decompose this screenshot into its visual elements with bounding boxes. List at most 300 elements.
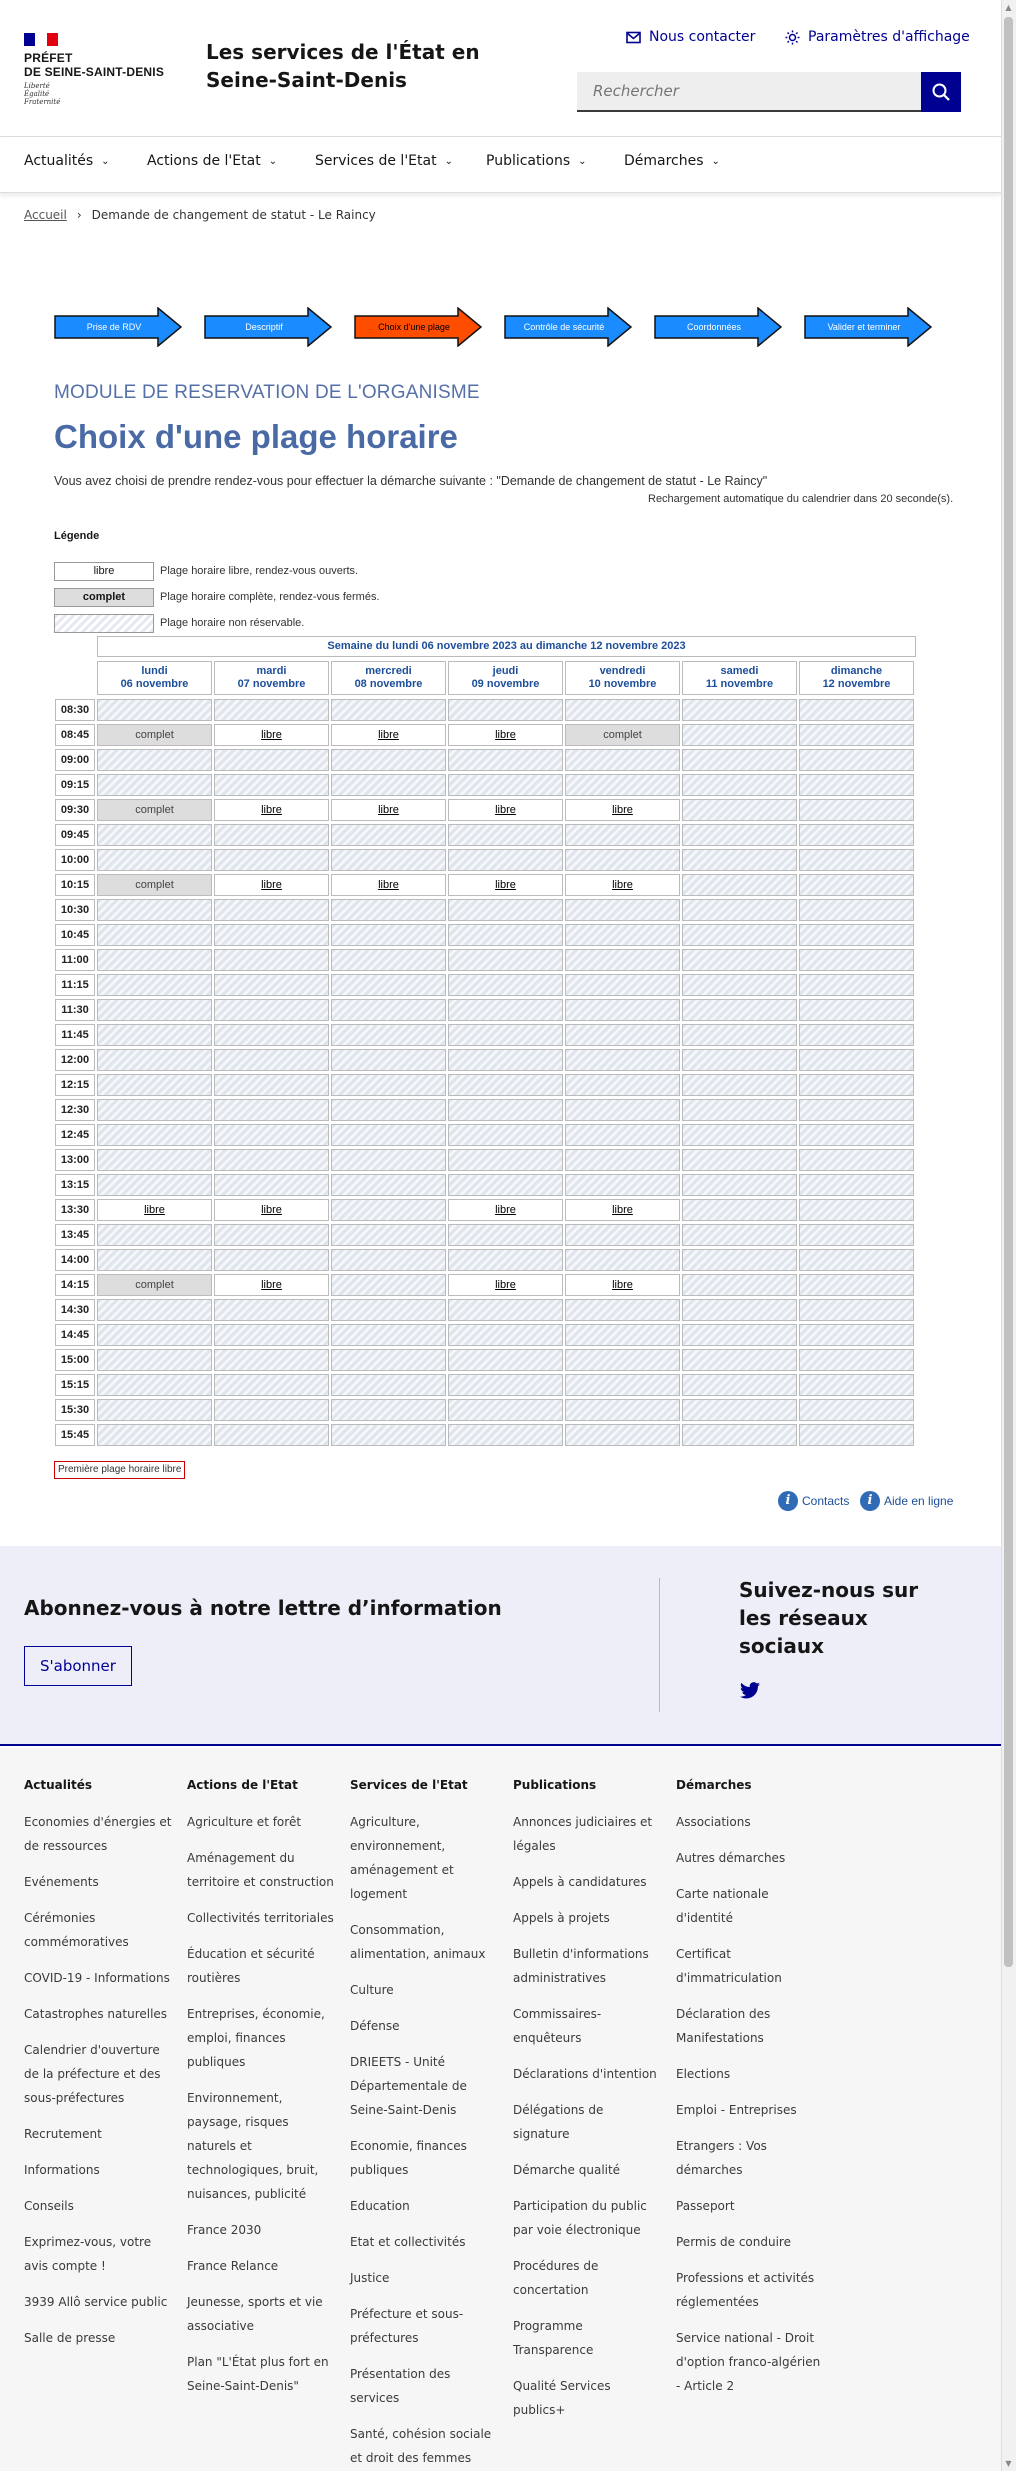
help-label: Aide en ligne	[884, 1494, 954, 1508]
footer-link[interactable]: Economies d'énergies et de ressources	[24, 1815, 172, 1853]
day-header: lundi 06 novembre	[97, 661, 212, 695]
slot-unavailable	[682, 1024, 797, 1046]
slot-unavailable	[682, 1324, 797, 1346]
social-title: Suivez-nous sur les réseaux sociaux	[739, 1578, 919, 1658]
slot-unavailable	[214, 1224, 329, 1246]
time-label: 10:45	[55, 924, 95, 946]
day-header: mardi 07 novembre	[214, 661, 329, 695]
slot-unavailable	[682, 699, 797, 721]
time-label: 08:30	[55, 699, 95, 721]
slot-unavailable	[682, 1249, 797, 1271]
slot-free[interactable]: libre	[565, 799, 680, 821]
slot-unavailable	[214, 774, 329, 796]
flag-icon	[24, 33, 58, 46]
slot-unavailable	[682, 774, 797, 796]
footer-link[interactable]: Catastrophes naturelles	[24, 2007, 168, 2021]
slot-unavailable	[214, 1374, 329, 1396]
slot-unavailable	[799, 849, 914, 871]
slot-unavailable	[97, 924, 212, 946]
slot-unavailable	[448, 1224, 563, 1246]
footer-link[interactable]: Cérémonies commémoratives	[24, 1911, 129, 1949]
slot-unavailable	[97, 999, 212, 1021]
footer-link[interactable]: Santé, cohésion sociale et droit des femmes	[350, 2427, 492, 2465]
breadcrumb-home[interactable]: Accueil	[24, 208, 67, 222]
module-title: MODULE DE RESERVATION DE L'ORGANISME	[54, 382, 480, 403]
footer-link[interactable]: Collectivités territoriales	[187, 1911, 334, 1925]
footer-link[interactable]: Délégations de signature	[513, 2103, 604, 2141]
slot-unavailable	[565, 849, 680, 871]
slot-unavailable	[448, 1149, 563, 1171]
slot-full: complet	[97, 874, 212, 896]
breadcrumb-current: Demande de changement de statut - Le Raincy	[91, 208, 376, 222]
footer-link[interactable]: Conseils	[24, 2199, 74, 2213]
slot-unavailable	[799, 1099, 914, 1121]
slot-unavailable	[682, 1299, 797, 1321]
footer-link[interactable]: Culture	[350, 1983, 394, 1997]
subscribe-button[interactable]: S'abonner	[24, 1646, 132, 1686]
slot-unavailable	[448, 949, 563, 971]
slot-free[interactable]: libre	[331, 799, 446, 821]
slot-unavailable	[331, 1299, 446, 1321]
slot-unavailable	[682, 1274, 797, 1296]
slot-unavailable	[682, 1149, 797, 1171]
time-label: 15:00	[55, 1349, 95, 1371]
slot-full: complet	[97, 1274, 212, 1296]
time-label: 09:15	[55, 774, 95, 796]
time-label: 09:30	[55, 799, 95, 821]
site-title[interactable]: Les services de l'État en Seine-Saint-Denis	[206, 40, 480, 92]
nav-item-actions[interactable]	[147, 153, 277, 169]
slot-unavailable	[331, 1174, 446, 1196]
footer-link[interactable]: Exprimez-vous, votre avis compte !	[24, 2235, 152, 2273]
slot-unavailable	[448, 1099, 563, 1121]
slot-unavailable	[214, 974, 329, 996]
slot-unavailable	[448, 1124, 563, 1146]
footer-link[interactable]: Justice	[350, 2271, 390, 2285]
footer-link[interactable]: Professions et activités réglementées	[676, 2271, 815, 2309]
slot-unavailable	[682, 999, 797, 1021]
slot-unavailable	[448, 1024, 563, 1046]
slot-unavailable	[448, 824, 563, 846]
footer-column	[350, 1778, 500, 2471]
slot-unavailable	[331, 1074, 446, 1096]
legend-desc-na: Plage horaire non réservable.	[160, 617, 305, 629]
scroll-thumb[interactable]	[1004, 17, 1013, 1967]
footer-link[interactable]: Programme Transparence	[513, 2319, 594, 2357]
footer-link[interactable]: Carte nationale d'identité	[676, 1887, 769, 1925]
time-label: 08:45	[55, 724, 95, 746]
step-6	[804, 307, 932, 347]
time-label: 13:30	[55, 1199, 95, 1221]
first-free-slot-button[interactable]: Première plage horaire libre	[54, 1461, 185, 1479]
slot-unavailable	[97, 1324, 212, 1346]
slot-unavailable	[799, 1149, 914, 1171]
footer-link[interactable]: Consommation, alimentation, animaux	[350, 1923, 486, 1961]
nav-item-demarches[interactable]	[624, 153, 720, 169]
footer-link[interactable]: Etat et collectivités	[350, 2235, 466, 2249]
slot-unavailable	[448, 999, 563, 1021]
slot-unavailable	[331, 1249, 446, 1271]
slot-unavailable	[799, 824, 914, 846]
contacts-link[interactable]	[778, 1491, 849, 1511]
slot-unavailable	[565, 1424, 680, 1446]
footer-link[interactable]: Salle de presse	[24, 2331, 116, 2345]
slot-unavailable	[682, 849, 797, 871]
slot-unavailable	[97, 824, 212, 846]
time-label: 13:15	[55, 1174, 95, 1196]
slot-unavailable	[448, 699, 563, 721]
slot-unavailable	[97, 749, 212, 771]
slot-unavailable	[331, 1324, 446, 1346]
slot-free[interactable]: libre	[448, 1274, 563, 1296]
slot-unavailable	[97, 974, 212, 996]
slot-unavailable	[565, 1249, 680, 1271]
footer-link[interactable]: Entreprises, économie, emploi, finances publiques	[187, 2007, 325, 2069]
info-icon: i	[778, 1491, 798, 1511]
day-header: vendredi 10 novembre	[565, 661, 680, 695]
slot-unavailable	[799, 1424, 914, 1446]
slot-unavailable	[565, 1074, 680, 1096]
slot-unavailable	[214, 1174, 329, 1196]
slot-unavailable	[448, 924, 563, 946]
nav-item-publications[interactable]	[486, 153, 587, 169]
slot-unavailable	[331, 924, 446, 946]
legend-row-full	[54, 587, 380, 607]
slot-unavailable	[331, 1424, 446, 1446]
online-help-link[interactable]	[860, 1491, 953, 1511]
footer-link[interactable]: Annonces judiciaires et légales	[513, 1815, 653, 1853]
footer-link[interactable]: Education	[350, 2199, 410, 2213]
footer-link[interactable]: France Relance	[187, 2259, 279, 2273]
footer-column	[676, 1778, 826, 2410]
footer-link[interactable]: Certificat d'immatriculation	[676, 1947, 782, 1985]
footer-link[interactable]: Déclarations d'intention	[513, 2067, 657, 2081]
slot-unavailable	[565, 949, 680, 971]
slot-free[interactable]: libre	[565, 874, 680, 896]
slot-unavailable	[214, 1024, 329, 1046]
slot-unavailable	[682, 1199, 797, 1221]
slot-unavailable	[682, 1099, 797, 1121]
legend-title: Légende	[54, 530, 100, 542]
slot-unavailable	[682, 1124, 797, 1146]
slot-unavailable	[565, 1124, 680, 1146]
footer-link[interactable]: Elections	[676, 2067, 731, 2081]
footer-link[interactable]: Procédures de concertation	[513, 2259, 599, 2297]
slot-free[interactable]: libre	[214, 874, 329, 896]
search-input[interactable]	[577, 72, 921, 112]
twitter-icon[interactable]	[740, 1682, 760, 1703]
slot-unavailable	[214, 1299, 329, 1321]
nav-label: Actualités	[24, 153, 94, 169]
page-title: Choix d'une plage horaire	[54, 418, 458, 455]
prefet-logo[interactable]	[24, 33, 174, 106]
slot-unavailable	[448, 899, 563, 921]
time-label: 12:30	[55, 1099, 95, 1121]
slot-unavailable	[565, 824, 680, 846]
slot-unavailable	[682, 1349, 797, 1371]
slot-unavailable	[448, 1174, 563, 1196]
time-label: 14:00	[55, 1249, 95, 1271]
info-icon: i	[860, 1491, 880, 1511]
slot-unavailable	[565, 899, 680, 921]
footer-link[interactable]: Éducation et sécurité routières	[187, 1947, 315, 1985]
footer-link[interactable]: Appels à candidatures	[513, 1875, 647, 1889]
footer-link[interactable]: Agriculture et forêt	[187, 1815, 302, 1829]
reload-text: Rechargement automatique du calendrier dans 20 seconde(s).	[648, 493, 954, 505]
footer-column-title: Services de l'Etat	[350, 1778, 468, 1792]
footer-column	[24, 1778, 174, 2362]
time-label: 10:00	[55, 849, 95, 871]
step-1	[54, 307, 182, 347]
footer-link[interactable]: Environnement, paysage, risques naturels et technologiques, bruit, nuisances, publicité	[187, 2091, 319, 2201]
slot-unavailable	[682, 1074, 797, 1096]
slot-unavailable	[331, 1099, 446, 1121]
slot-full: complet	[97, 724, 212, 746]
slot-unavailable	[448, 974, 563, 996]
step-5	[654, 307, 782, 372]
chevron-down-icon: ⌄	[444, 155, 453, 167]
site-footer	[0, 1748, 1001, 2471]
slot-unavailable	[565, 1374, 680, 1396]
slot-unavailable	[331, 1199, 446, 1221]
footer-link[interactable]: Agriculture, environnement, aménagement et logement	[350, 1815, 454, 1901]
step-label: Valider et terminer	[827, 322, 901, 332]
slot-unavailable	[565, 1024, 680, 1046]
slot-free[interactable]: libre	[214, 724, 329, 746]
slot-unavailable	[97, 1099, 212, 1121]
slot-unavailable	[565, 1324, 680, 1346]
slot-unavailable	[331, 1124, 446, 1146]
logo-motto: Liberté Égalité Fraternité	[24, 82, 61, 106]
slot-unavailable	[682, 1374, 797, 1396]
sun-icon	[785, 30, 800, 45]
slot-free[interactable]: libre	[448, 874, 563, 896]
slot-unavailable	[97, 1424, 212, 1446]
slot-full: complet	[565, 724, 680, 746]
time-label: 13:00	[55, 1149, 95, 1171]
slot-unavailable	[214, 1324, 329, 1346]
footer-link[interactable]: Informations	[24, 2163, 100, 2177]
footer-link[interactable]: Qualité Services publics+	[513, 2379, 611, 2417]
slot-unavailable	[565, 1174, 680, 1196]
time-label: 09:00	[55, 749, 95, 771]
slot-unavailable	[565, 774, 680, 796]
slot-unavailable	[565, 1349, 680, 1371]
footer-link[interactable]: Défense	[350, 2019, 400, 2033]
slot-unavailable	[448, 774, 563, 796]
footer-link[interactable]: Bulletin d'informations administratives	[513, 1947, 649, 1985]
time-label: 10:15	[55, 874, 95, 896]
slot-unavailable	[799, 999, 914, 1021]
slot-unavailable	[682, 749, 797, 771]
scroll-down-arrow[interactable]: ▼	[1005, 2459, 1012, 2468]
footer-link[interactable]: Plan "L'État plus fort en Seine-Saint-Denis"	[187, 2355, 329, 2393]
nav-label: Actions de l'Etat	[147, 153, 261, 169]
slot-unavailable	[331, 1049, 446, 1071]
slot-unavailable	[799, 1049, 914, 1071]
slot-unavailable	[331, 774, 446, 796]
slot-unavailable	[799, 1299, 914, 1321]
footer-link[interactable]: DRIEETS - Unité Départementale de Seine-Saint-Denis	[350, 2055, 467, 2117]
slot-unavailable	[565, 1399, 680, 1421]
slot-unavailable	[565, 1224, 680, 1246]
legend-swatch-na	[54, 614, 154, 633]
intro-text: Vous avez choisi de prendre rendez-vous pour effectuer la démarche suivante : "Demande de changement de statut - Le Raincy"	[54, 474, 768, 488]
slot-unavailable	[97, 1349, 212, 1371]
footer-link[interactable]: Etrangers : Vos démarches	[676, 2139, 767, 2177]
slot-free[interactable]: libre	[448, 799, 563, 821]
legend-swatch-free: libre	[54, 562, 154, 581]
slot-unavailable	[799, 874, 914, 896]
step-label: Descriptif	[245, 322, 283, 332]
slot-unavailable	[799, 1224, 914, 1246]
footer-column-title: Actions de l'Etat	[187, 1778, 298, 1792]
footer-link[interactable]: Participation du public par voie électronique	[513, 2199, 647, 2237]
footer-link[interactable]: Jeunesse, sports et vie associative	[187, 2295, 323, 2333]
legend-row-na	[54, 613, 304, 633]
slot-unavailable	[97, 1124, 212, 1146]
slot-free[interactable]: libre	[565, 1199, 680, 1221]
time-label: 15:15	[55, 1374, 95, 1396]
slot-unavailable	[331, 824, 446, 846]
slot-unavailable	[97, 774, 212, 796]
footer-link[interactable]: Déclaration des Manifestations	[676, 2007, 771, 2045]
slot-unavailable	[682, 949, 797, 971]
slot-unavailable	[97, 699, 212, 721]
footer-link[interactable]: Permis de conduire	[676, 2235, 791, 2249]
slot-unavailable	[331, 699, 446, 721]
breadcrumb	[24, 208, 376, 222]
slot-full: complet	[97, 799, 212, 821]
footer-link[interactable]: Calendrier d'ouverture de la préfecture et des sous-préfectures	[24, 2043, 161, 2105]
time-label: 14:30	[55, 1299, 95, 1321]
slot-unavailable	[799, 1374, 914, 1396]
time-label: 14:45	[55, 1324, 95, 1346]
contact-link[interactable]	[626, 29, 755, 45]
legend-swatch-full: complet	[54, 588, 154, 607]
slot-free[interactable]: libre	[448, 1199, 563, 1221]
time-label: 11:30	[55, 999, 95, 1021]
step-4	[504, 307, 632, 347]
slot-unavailable	[799, 1274, 914, 1296]
nav-item-services[interactable]	[315, 153, 453, 169]
slot-unavailable	[214, 899, 329, 921]
time-label: 11:45	[55, 1024, 95, 1046]
scroll-up-arrow[interactable]: ▲	[1005, 3, 1012, 12]
footer-column-title: Publications	[513, 1778, 597, 1792]
logo-line1: PRÉFET	[24, 51, 73, 65]
footer-link[interactable]: Aménagement du territoire et construction	[187, 1851, 334, 1889]
nav-item-actualites[interactable]	[24, 153, 110, 169]
slot-unavailable	[97, 1299, 212, 1321]
slot-unavailable	[448, 749, 563, 771]
search-button[interactable]	[921, 72, 961, 112]
slot-free[interactable]: libre	[97, 1199, 212, 1221]
slot-free[interactable]: libre	[565, 1274, 680, 1296]
step-label: Coordonnées personnelles	[686, 322, 742, 372]
footer-link[interactable]: France 2030	[187, 2223, 262, 2237]
footer-link[interactable]: Commissaires-enquêteurs	[513, 2007, 602, 2045]
slot-unavailable	[565, 999, 680, 1021]
slot-unavailable	[97, 1374, 212, 1396]
display-settings-link[interactable]	[785, 29, 970, 45]
day-header: samedi 11 novembre	[682, 661, 797, 695]
scrollbar[interactable]	[1001, 0, 1016, 2471]
footer-link[interactable]: Service national - Droit d'option franco-algérien - Article 2	[676, 2331, 821, 2393]
slot-unavailable	[214, 749, 329, 771]
footer-link[interactable]: Démarche qualité	[513, 2163, 621, 2177]
slot-unavailable	[331, 1374, 446, 1396]
footer-link[interactable]: 3939 Allô service public	[24, 2295, 168, 2309]
slot-unavailable	[97, 949, 212, 971]
slot-unavailable	[214, 699, 329, 721]
slot-unavailable	[799, 949, 914, 971]
slot-unavailable	[331, 949, 446, 971]
time-label: 14:15	[55, 1274, 95, 1296]
day-header: dimanche 12 novembre	[799, 661, 914, 695]
slot-unavailable	[682, 1224, 797, 1246]
time-label: 12:00	[55, 1049, 95, 1071]
chevron-down-icon: ⌄	[101, 155, 110, 167]
footer-link[interactable]: Emploi - Entreprises	[676, 2103, 797, 2117]
time-label: 09:45	[55, 824, 95, 846]
slot-unavailable	[565, 1049, 680, 1071]
footer-link[interactable]: Appels à projets	[513, 1911, 610, 1925]
slot-free[interactable]: libre	[448, 724, 563, 746]
slot-unavailable	[331, 1024, 446, 1046]
slot-free[interactable]: libre	[331, 874, 446, 896]
footer-column	[187, 1778, 337, 2410]
step-label: Choix d'une plage	[378, 322, 450, 332]
legend-row-free	[54, 561, 358, 581]
display-label: Paramètres d'affichage	[808, 29, 970, 45]
footer-link[interactable]: Passeport	[676, 2199, 735, 2213]
time-label: 12:45	[55, 1124, 95, 1146]
footer-link[interactable]: Recrutement	[24, 2127, 102, 2141]
slot-unavailable	[214, 1074, 329, 1096]
time-label: 11:15	[55, 974, 95, 996]
footer-link[interactable]: Présentation des services	[350, 2367, 451, 2405]
slot-unavailable	[214, 1099, 329, 1121]
footer-link[interactable]: Associations	[676, 1815, 751, 1829]
divider	[659, 1578, 660, 1712]
slot-free[interactable]: libre	[214, 799, 329, 821]
slot-unavailable	[448, 1374, 563, 1396]
week-header: Semaine du lundi 06 novembre 2023 au dimanche 12 novembre 2023	[97, 636, 916, 657]
footer-link[interactable]: Autres démarches	[676, 1851, 786, 1865]
slot-free[interactable]: libre	[331, 724, 446, 746]
footer-link[interactable]: Préfecture et sous-préfectures	[350, 2307, 464, 2345]
slot-unavailable	[682, 899, 797, 921]
slot-unavailable	[448, 849, 563, 871]
footer-link[interactable]: Evénements	[24, 1875, 99, 1889]
footer-column-title: Démarches	[676, 1778, 752, 1792]
footer-link[interactable]: Economie, finances publiques	[350, 2139, 467, 2177]
slot-unavailable	[682, 824, 797, 846]
footer-link[interactable]: COVID-19 - Informations	[24, 1971, 170, 1985]
slot-unavailable	[97, 1249, 212, 1271]
slot-unavailable	[799, 1174, 914, 1196]
footer-column-title: Actualités	[24, 1778, 93, 1792]
slot-free[interactable]: libre	[214, 1199, 329, 1221]
slot-free[interactable]: libre	[214, 1274, 329, 1296]
nav-label: Services de l'Etat	[315, 153, 437, 169]
slot-unavailable	[214, 1049, 329, 1071]
slot-unavailable	[97, 1174, 212, 1196]
slot-unavailable	[331, 749, 446, 771]
slot-unavailable	[799, 724, 914, 746]
time-label: 10:30	[55, 899, 95, 921]
